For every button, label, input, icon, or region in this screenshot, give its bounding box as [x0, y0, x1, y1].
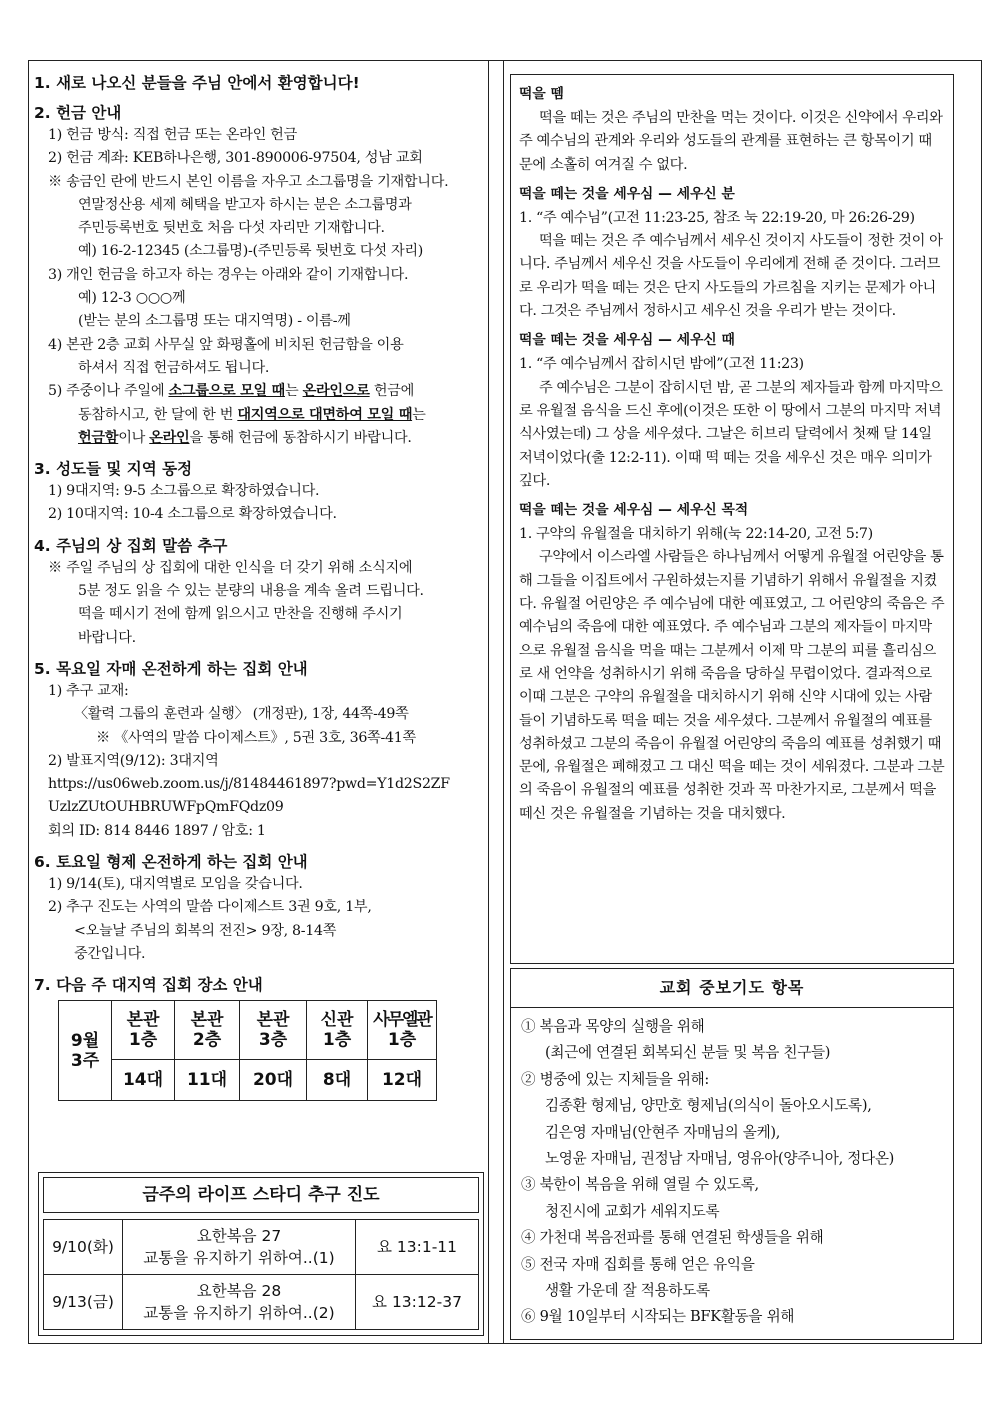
table-row: [44, 1275, 479, 1330]
region-cell: 14대: [112, 1060, 175, 1101]
section-6-title: 6. 토요일 형제 온전하게 하는 집회 안내: [34, 853, 308, 872]
breaking-bread-intro: 떡을 떼는 것은 주님의 만찬을 먹는 것이다. 이것은 신약에서 우리와 주 예수님의 관계와 우리와 성도들의 관계를 표현하는 큰 항목이기 때문에 소홀히 여겨질 수 없다.: [519, 110, 943, 173]
section-3-title: 3. 성도들 및 지역 동정: [34, 460, 193, 479]
list-item: ⑥ 9월 10일부터 시작되는 BFK활동을 위해: [521, 1308, 795, 1326]
personal-offering: 3) 개인 헌금을 하고자 하는 경우는 아래와 같이 기재합니다.: [48, 266, 409, 283]
section-5-title: 5. 목요일 자매 온전하게 하는 집회 안내: [34, 659, 308, 678]
list-item: ⑤ 전국 자매 집회를 통해 얻은 유익을: [521, 1255, 755, 1273]
study-material-digest: ※ 《사역의 말씀 다이제스트》, 5권 3호, 36쪽-41쪽: [96, 729, 416, 746]
column-divider: [503, 60, 504, 1344]
region-cell: 12대: [368, 1060, 437, 1101]
breaking-bread-box: [510, 74, 954, 964]
offering-box-line: 하셔서 직접 헌금하셔도 됩니다.: [78, 359, 270, 376]
offering-method: 1) 헌금 방식: 직접 헌금 또는 온라인 헌금: [48, 127, 297, 143]
ref-cell: 요 13:12-37: [356, 1275, 479, 1330]
zoom-link-continued[interactable]: UzlzZUtOUHBRUWFpQmFQdz09: [48, 799, 284, 816]
brothers-meeting-progress-line: 중간입니다.: [74, 945, 146, 962]
lords-table-note-line: 떡을 떼시기 전에 함께 읽으시고 만찬을 진행해 주시기: [78, 606, 403, 623]
time-heading: 떡을 떼는 것을 세우심 — 세우신 때: [519, 332, 735, 349]
section-4-title: 4. 주님의 상 집회 말씀 추구: [34, 536, 228, 555]
breaking-bread-heading: 떡을 뗌: [519, 86, 564, 102]
lords-table-note-line: 바랍니다.: [78, 629, 136, 646]
offering-online-note: 5) 주중이나 주일에 소그룹으로 모일 때는 온라인으로 헌금에: [48, 383, 415, 400]
life-study-box: [38, 1172, 484, 1336]
offering-online-note-line: 동참하시고, 한 달에 한 번 대지역으로 대면하여 모일 때는: [78, 406, 426, 423]
life-study-table: [43, 1219, 479, 1330]
purpose-heading: 떡을 떼는 것을 세우심 — 세우신 목적: [519, 502, 749, 519]
title-cell: 요한복음 27 교통을 유지하기 위하여..(1): [123, 1220, 356, 1275]
offering-note-line: 주민등록번호 뒷번호 처음 다섯 자리만 기재합니다.: [78, 220, 385, 237]
personal-offering-example: 예) 12-3 ○○○께: [78, 290, 186, 307]
list-item: 노영윤 자매님, 권정남 자매님, 영유아(양주니아, 정다온): [545, 1150, 895, 1168]
meeting-location-table: [58, 1000, 437, 1101]
meeting-id: 회의 ID: 814 8446 1897 / 암호: 1: [48, 822, 266, 839]
region-cell: 11대: [175, 1060, 240, 1101]
list-item: (최근에 연결된 회복되신 분들 및 복음 친구들): [545, 1044, 831, 1062]
time-point: 1. “주 예수님께서 잡히시던 밤에”(고전 11:23): [519, 356, 804, 373]
study-material-book: 〈활력 그룹의 훈련과 실행〉 (개정판), 1장, 44쪽-49쪽: [74, 706, 409, 723]
establisher-heading: 떡을 떼는 것을 세우심 — 세우신 분: [519, 185, 735, 202]
week-cell: 9월 3주: [59, 1001, 112, 1101]
section-2-title: 2. 헌금 안내: [34, 104, 122, 122]
date-cell: 9/13(금): [44, 1275, 123, 1330]
zoom-link[interactable]: https://us06web.zoom.us/j/81484461897?pwd=Y1d2S2ZF: [48, 776, 450, 793]
title-cell: 요한복음 28 교통을 유지하기 위하여..(2): [123, 1275, 356, 1330]
list-item: 김은영 자매님(안현주 자매님의 올케),: [545, 1123, 781, 1141]
presenting-region: 2) 발표지역(9/12): 3대지역: [48, 752, 219, 769]
prayer-list: [511, 1008, 953, 1337]
offering-account: 2) 헌금 계좌: KEB하나은행, 301-890006-97504, 성남 교회: [48, 150, 423, 167]
table-row: [44, 1220, 479, 1275]
prayer-title: 교회 중보기도 항목: [511, 969, 953, 1008]
section-7-title: 7. 다음 주 대지역 집회 장소 안내: [34, 976, 263, 995]
place-cell: 본관 3층: [240, 1001, 307, 1060]
left-column: [30, 62, 488, 1342]
brothers-meeting-progress-line: <오늘날 주님의 회복의 전진> 9장, 8-14쪽: [74, 922, 337, 939]
place-cell: 본관 2층: [175, 1001, 240, 1060]
section-1-title: 1. 새로 나오신 분들을 주님 안에서 환영합니다!: [34, 74, 360, 92]
place-cell: 사무엘관 1층: [368, 1001, 437, 1060]
offering-example: 예) 16-2-12345 (소그룹명)-(주민등록 뒷번호 다섯 자리): [78, 243, 424, 260]
place-cell: 신관 1층: [307, 1001, 368, 1060]
offering-online-note-line: 헌금함이나 온라인을 통해 헌금에 동참하시기 바랍니다.: [78, 429, 412, 446]
brothers-meeting-progress: 2) 추구 진도는 사역의 말씀 다이제스트 3권 9호, 1부,: [48, 899, 372, 916]
offering-note: ※ 송금인 란에 반드시 본인 이름을 자우고 소그룹명을 기재합니다.: [48, 173, 449, 190]
list-item: 김종환 형제님, 양만호 형제님(의식이 돌아오시도록),: [545, 1097, 872, 1115]
list-item: 청진시에 교회가 세워지도록: [545, 1202, 720, 1220]
list-item: 생활 가운데 잘 적용하도록: [545, 1282, 710, 1300]
date-cell: 9/10(화): [44, 1220, 123, 1275]
offering-box: 4) 본관 2층 교회 사무실 앞 화평홀에 비치된 헌금함을 이용: [48, 336, 404, 353]
list-item: ④ 가천대 복음전파를 통해 연결된 학생들을 위해: [521, 1229, 824, 1247]
time-text: 주 예수님은 그분이 잡히시던 밤, 곧 그분의 제자들과 함께 마지막으로 유월절 음식을 드신 후에(이것은 또한 이 땅에서 그분의 마지막 저녁 식사였는데) 그 상을 세우셨다. 그날은 히브리 달력에서 첫째 달 14일 저녁이었다(출 12:2-11). 이때 떡 떼는 것을 세우신 것은 매우 의미가 깊다.: [519, 379, 943, 489]
life-study-title: 금주의 라이프 스타디 추구 진도: [43, 1177, 479, 1213]
prayer-box: [510, 968, 954, 1340]
right-column: [510, 62, 956, 1342]
lords-table-note-line: 5분 정도 읽을 수 있는 분량의 내용을 계속 올려 드립니다.: [78, 583, 424, 600]
establisher-text: 떡을 떼는 것은 주 예수님께서 세우신 것이지 사도들이 정한 것이 아니다. 주님께서 세우신 것을 사도들이 우리에게 전해 준 것이다. 그러므로 우리가 떡을 떼는 것은 단지 사도들의 가르침을 지키는 문제가 아니다. 그것은 주님께서 정하시고 세우신 것을 우리가 받는 것이다.: [519, 233, 943, 320]
list-item: ③ 북한이 복음을 위해 열릴 수 있도록,: [521, 1176, 759, 1194]
ref-cell: 요 13:1-11: [356, 1220, 479, 1275]
offering-note-line: 연말정산용 세제 혜택을 받고자 하시는 분은 소그룹명과: [78, 196, 412, 213]
lords-table-note: ※ 주일 주님의 상 집회에 대한 인식을 더 갖기 위해 소식지에: [48, 559, 413, 576]
study-material-label: 1) 추구 교재:: [48, 682, 129, 699]
establisher-point: 1. “주 예수님”(고전 11:23-25, 참조 눅 22:19-20, 마 26:26-29): [519, 209, 915, 226]
region-cell: 20대: [240, 1060, 307, 1101]
brothers-meeting-date: 1) 9/14(토), 대지역별로 모임을 갖습니다.: [48, 876, 303, 893]
column-divider: [488, 60, 489, 1344]
region-news: 1) 9대지역: 9-5 소그룹으로 확장하였습니다.: [48, 483, 320, 500]
list-item: ① 복음과 목양의 실행을 위해: [521, 1018, 705, 1035]
purpose-text: 구약에서 이스라엘 사람들은 하나님께서 어떻게 유월절 어린양을 통해 그들을 이집트에서 구원하셨는지를 기념하기 위해서 유월절을 지켰다. 유월절 어린양은 주 예수님에 대한 예표였고, 그 어린양의 죽음은 주 예수님의 죽음에 대한 예표였다. 주 예수님과 그분의 제자들이 마지막으로 유월절 음식을 먹을 때는 그분께서 이제 막 그분의 피를 흘리심으로 새 언약을 성취하시기 위해 죽음을 당하실 무렵이었다. 결과적으로 이때 그분은 구약의 유월절을 대치하시기 위해 신약 시대에 있는 사람들이 기념하도록 떡을 떼는 것을 세우셨다. 그분께서 유월절의 예표를 성취하셨고 그분의 죽음이 유월절 어린양의 죽음의 예표를 성취했기 때문에, 유월절은 폐해졌고 그 대신 떡을 떼는 것이 세워졌다. 그분과 그분의 죽음이 유월절의 예표를 성취한 것과 꼭 마찬가지로, 그분께서 떡을 떼신 것은 유월절을 기념하는 것을 대치했다.: [519, 549, 945, 822]
region-news: 2) 10대지역: 10-4 소그룹으로 확장하였습니다.: [48, 506, 337, 523]
list-item: ② 병중에 있는 지체들을 위해:: [521, 1070, 710, 1088]
place-cell: 본관 1층: [112, 1001, 175, 1060]
region-cell: 8대: [307, 1060, 368, 1101]
purpose-point: 1. 구약의 유월절을 대치하기 위해(눅 22:14-20, 고전 5:7): [519, 526, 873, 543]
personal-offering-format: (받는 분의 소그룹명 또는 대지역명) - 이름-께: [78, 313, 351, 330]
